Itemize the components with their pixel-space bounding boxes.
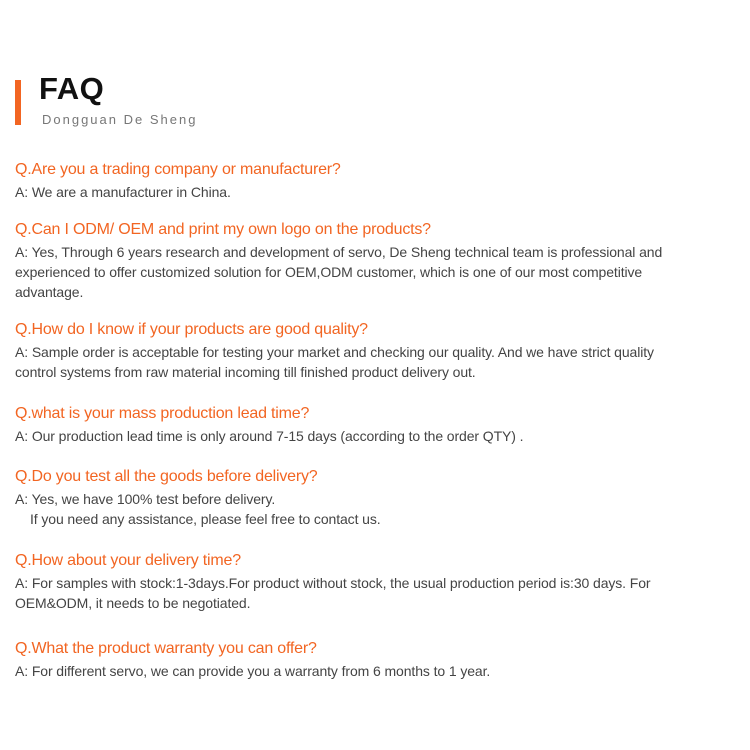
answer-line: A: For different servo, we can provide you a warranty from 6 months to 1 year. — [15, 663, 491, 679]
faq-answer — [15, 489, 695, 529]
faq-answer — [15, 426, 695, 446]
answer-line: A: Yes, Through 6 years research and development of servo, De Sheng technical team is professional and — [15, 244, 663, 260]
faq-item-7 — [15, 639, 695, 681]
answer-line: A: We are a manufacturer in China. — [15, 184, 231, 200]
answer-line: advantage. — [15, 284, 84, 300]
faq-question: Q.How do I know if your products are good quality? — [15, 321, 368, 338]
faq-item-6 — [15, 551, 695, 613]
faq-answer — [15, 342, 695, 382]
faq-question: Q.What the product warranty you can offer? — [15, 640, 317, 657]
faq-answer — [15, 182, 695, 202]
faq-answer — [15, 661, 695, 681]
faq-question: Q.Are you a trading company or manufacturer? — [15, 161, 341, 178]
answer-line: A: Our production lead time is only around 7-15 days (according to the order QTY) . — [15, 428, 524, 444]
page-subtitle: Dongguan De Sheng — [42, 112, 198, 127]
faq-header — [15, 72, 415, 132]
answer-line: experienced to offer customized solution for OEM,ODM customer, which is one of our most competitive — [15, 264, 643, 280]
faq-question: Q.Do you test all the goods before delivery? — [15, 468, 318, 485]
faq-question: Q.what is your mass production lead time? — [15, 405, 310, 422]
answer-line: If you need any assistance, please feel free to contact us. — [30, 511, 381, 527]
answer-line: A: Sample order is acceptable for testing your market and checking our quality. And we have strict quality — [15, 344, 654, 360]
answer-line: A: For samples with stock:1-3days.For product without stock, the usual production period is:30 days. For — [15, 575, 651, 591]
faq-answer — [15, 573, 695, 613]
answer-line: control systems from raw material incoming till finished product delivery out. — [15, 364, 476, 380]
faq-answer — [15, 242, 695, 302]
faq-question: Q.Can I ODM/ OEM and print my own logo on the products? — [15, 221, 431, 238]
faq-item-1 — [15, 160, 695, 202]
faq-item-2 — [15, 220, 695, 302]
answer-line: A: Yes, we have 100% test before delivery. — [15, 491, 276, 507]
faq-item-5 — [15, 467, 695, 529]
answer-line: OEM&ODM, it needs to be negotiated. — [15, 595, 251, 611]
faq-question: Q.How about your delivery time? — [15, 552, 241, 569]
page-title: FAQ — [39, 71, 105, 106]
accent-bar — [15, 80, 21, 125]
faq-item-4 — [15, 404, 695, 446]
faq-item-3 — [15, 320, 695, 382]
